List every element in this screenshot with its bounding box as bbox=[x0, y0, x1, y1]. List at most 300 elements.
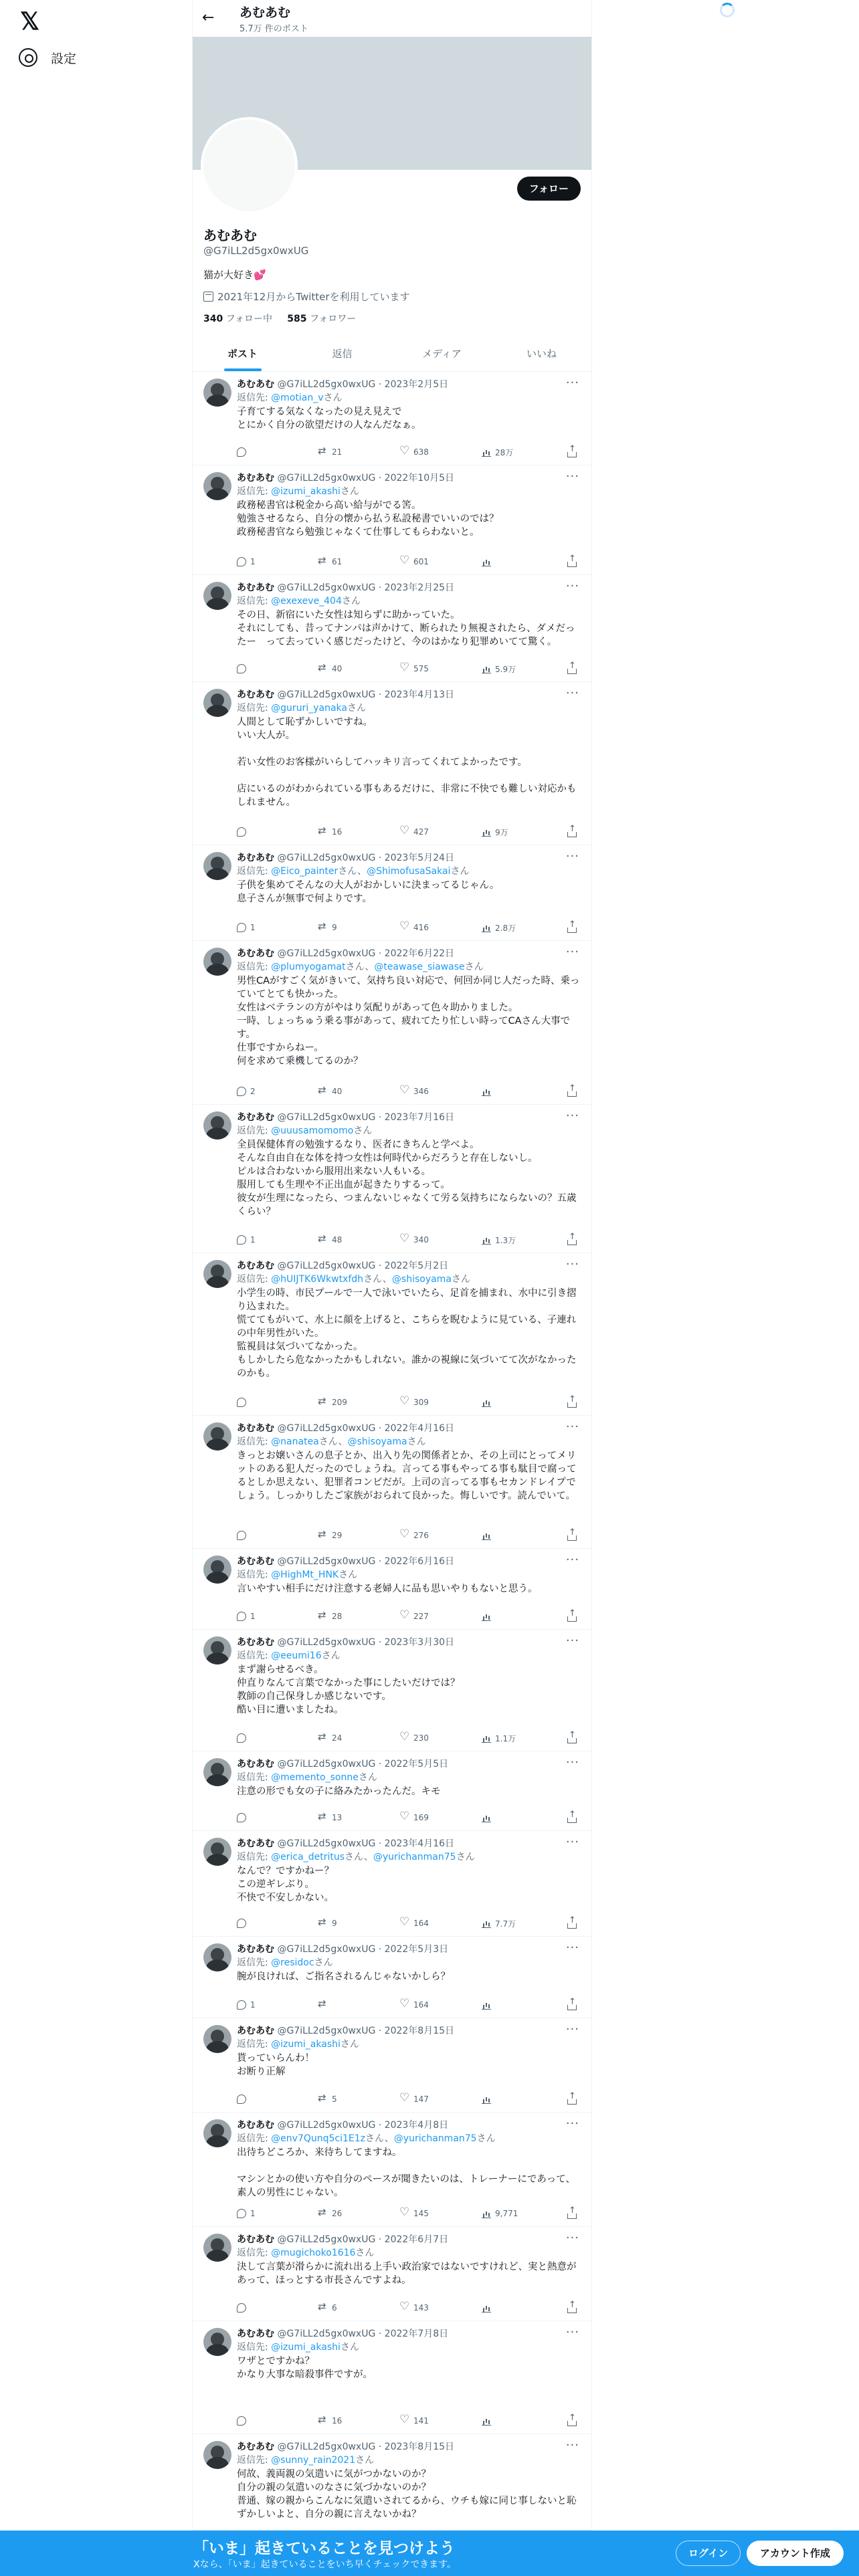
reply-mention[interactable]: @izumi_akashi bbox=[271, 2342, 341, 2353]
following-link[interactable]: 340 フォロー中 bbox=[203, 314, 272, 324]
left-nav bbox=[0, 0, 193, 2576]
retweet-count: 21 bbox=[332, 447, 343, 457]
reply-prefix: 返信先: bbox=[237, 2248, 272, 2258]
tweet-actions bbox=[237, 1731, 581, 1745]
reply-button[interactable] bbox=[237, 1233, 256, 1247]
share-button[interactable] bbox=[567, 445, 581, 459]
like-button[interactable] bbox=[400, 2414, 429, 2428]
reply-button[interactable] bbox=[237, 1396, 250, 1409]
retweet-button[interactable] bbox=[318, 1396, 347, 1409]
tweet-author-name[interactable]: あむあむ bbox=[237, 1944, 274, 1955]
tweet-avatar[interactable] bbox=[203, 1422, 231, 1451]
reply-suffix: さん bbox=[314, 1957, 333, 1968]
tweet-author-name[interactable]: あむあむ bbox=[237, 2329, 274, 2339]
like-button[interactable] bbox=[400, 1233, 429, 1247]
more-options-icon[interactable]: ··· bbox=[565, 945, 579, 959]
tweet-card[interactable] bbox=[193, 372, 591, 465]
tweet-meta[interactable]: @G7iLL2d5gx0wxUG · 2022年10月5日 bbox=[277, 473, 455, 484]
like-count: 575 bbox=[413, 664, 429, 673]
views-button[interactable] bbox=[482, 1085, 495, 1098]
retweet-button[interactable] bbox=[318, 921, 337, 934]
tweet-text-line: 子育てする気なくなったの見え見えで bbox=[237, 407, 402, 417]
tweet-meta[interactable]: @G7iLL2d5gx0wxUG · 2023年3月30日 bbox=[277, 1637, 455, 1648]
calendar-icon bbox=[203, 292, 213, 302]
retweet-button[interactable] bbox=[318, 1085, 342, 1098]
tweet-text-line: 普通、嫁の親からこんなに気遣いされてるから、ウチも嫁に同じ事しないと恥ずかしいよと、自分の親に言えないかね？ bbox=[237, 2496, 577, 2520]
tweet-text-line: 腕が良ければ、ご指名されるんじゃないかしら？ bbox=[237, 1971, 450, 1982]
tweet-card[interactable] bbox=[193, 682, 591, 845]
tweet-card[interactable] bbox=[193, 1549, 591, 1630]
followers-link[interactable]: 585 フォロワー bbox=[287, 314, 357, 324]
reply-icon bbox=[237, 1612, 246, 1621]
reply-icon bbox=[237, 664, 246, 673]
tweet-card[interactable] bbox=[193, 2018, 591, 2113]
reply-mention[interactable]: @nanatea bbox=[271, 1436, 319, 1447]
tweet-text-line: ワザとですかね？ bbox=[237, 2356, 314, 2367]
views-button[interactable] bbox=[482, 1811, 495, 1824]
share-button[interactable] bbox=[567, 1917, 581, 1930]
reply-mention[interactable]: @memento_sonne bbox=[271, 1772, 359, 1783]
like-count: 143 bbox=[413, 2303, 429, 2313]
views-button[interactable] bbox=[482, 1731, 516, 1745]
reply-button[interactable] bbox=[237, 2301, 250, 2315]
reply-button[interactable] bbox=[237, 825, 250, 839]
retweet-button[interactable] bbox=[318, 2414, 342, 2428]
retweet-icon bbox=[318, 1612, 328, 1621]
x-logo-icon[interactable]: 𝕏 bbox=[20, 7, 40, 35]
reply-suffix: さん bbox=[450, 866, 470, 877]
share-button[interactable] bbox=[567, 2207, 581, 2220]
like-button[interactable] bbox=[400, 1396, 429, 1409]
more-options-icon[interactable]: ··· bbox=[565, 2325, 579, 2339]
more-options-icon[interactable]: ··· bbox=[565, 1835, 579, 1849]
views-button[interactable] bbox=[482, 1917, 516, 1930]
share-button[interactable] bbox=[567, 1811, 581, 1824]
tweet-meta[interactable]: @G7iLL2d5gx0wxUG · 2023年4月16日 bbox=[277, 1838, 455, 1849]
reply-mention[interactable]: @env7Qunq5ci1E1z bbox=[271, 2133, 366, 2144]
login-button[interactable]: ログイン bbox=[676, 2541, 741, 2566]
tweet-text-line: なんで？ですかねー？ bbox=[237, 1866, 334, 1876]
reply-mention[interactable]: @exexeve_404 bbox=[271, 596, 342, 607]
reply-mention[interactable]: @plumyogamat bbox=[271, 962, 346, 972]
reply-icon bbox=[237, 1813, 246, 1822]
reply-icon bbox=[237, 1087, 246, 1096]
like-button[interactable] bbox=[400, 921, 429, 934]
reply-mention[interactable]: @Eico_painter bbox=[271, 866, 339, 877]
tweet-card[interactable] bbox=[193, 941, 591, 1105]
tweet-header bbox=[237, 948, 454, 960]
like-button[interactable] bbox=[400, 1917, 429, 1930]
share-icon bbox=[567, 1091, 577, 1097]
views-button[interactable] bbox=[482, 445, 513, 459]
profile-joined bbox=[203, 290, 410, 304]
tab-media[interactable]: メディア bbox=[422, 348, 462, 360]
reply-mention[interactable]: @motian_v bbox=[271, 393, 324, 403]
tweet-actions bbox=[237, 1233, 581, 1247]
views-button[interactable] bbox=[482, 2092, 495, 2106]
tweet-text-line: 店にいるのがわかられている事もあるだけに、非常に不快でも難しい対応かもしれません。 bbox=[237, 784, 577, 808]
tweet-meta[interactable]: @G7iLL2d5gx0wxUG · 2022年6月22日 bbox=[277, 948, 455, 959]
retweet-button[interactable] bbox=[318, 2301, 337, 2315]
tweet-avatar[interactable] bbox=[203, 1758, 231, 1786]
reply-icon bbox=[237, 2416, 246, 2426]
retweet-count: 61 bbox=[332, 557, 343, 566]
more-options-icon[interactable]: ··· bbox=[565, 686, 579, 700]
tweet-author-name[interactable]: あむあむ bbox=[237, 2026, 274, 2036]
tab-replies[interactable]: 返信 bbox=[332, 348, 353, 360]
tweet-card[interactable] bbox=[193, 1105, 591, 1253]
retweet-button[interactable] bbox=[318, 1233, 342, 1247]
reply-context bbox=[237, 2038, 359, 2050]
views-count: 5.9万 bbox=[495, 664, 516, 674]
more-options-icon[interactable]: ··· bbox=[565, 1755, 579, 1769]
reply-context bbox=[237, 392, 343, 404]
retweet-button[interactable] bbox=[318, 555, 342, 568]
like-icon bbox=[400, 923, 409, 932]
more-options-icon[interactable]: ··· bbox=[565, 1941, 579, 1955]
views-button[interactable] bbox=[482, 2207, 518, 2220]
share-icon bbox=[567, 1535, 577, 1541]
reply-button[interactable] bbox=[237, 1610, 256, 1623]
retweet-button[interactable] bbox=[318, 662, 342, 675]
views-button[interactable] bbox=[482, 555, 495, 568]
more-options-icon[interactable]: ··· bbox=[565, 376, 579, 390]
retweet-count: 6 bbox=[332, 2303, 337, 2313]
reply-mention[interactable]: @izumi_akashi bbox=[271, 486, 341, 497]
reply-context bbox=[237, 702, 366, 714]
joined-text: 2021年12月からTwitterを利用しています bbox=[217, 291, 410, 303]
share-button[interactable] bbox=[567, 1085, 581, 1098]
tweet-meta[interactable]: @G7iLL2d5gx0wxUG · 2023年4月13日 bbox=[277, 689, 455, 700]
like-button[interactable] bbox=[400, 2301, 429, 2315]
tweet-header bbox=[237, 1758, 448, 1770]
tweet-card[interactable] bbox=[193, 465, 591, 575]
back-arrow-icon[interactable]: ← bbox=[202, 9, 215, 26]
retweet-button[interactable] bbox=[318, 825, 342, 839]
share-button[interactable] bbox=[567, 555, 581, 568]
tweet-meta[interactable]: @G7iLL2d5gx0wxUG · 2023年7月16日 bbox=[277, 1112, 455, 1123]
tweet-header bbox=[237, 2328, 448, 2340]
tweet-header bbox=[237, 2025, 454, 2037]
like-button[interactable] bbox=[400, 2092, 429, 2106]
tweet-author-name[interactable]: あむあむ bbox=[237, 948, 274, 959]
views-icon bbox=[482, 664, 491, 673]
tweet-meta[interactable]: @G7iLL2d5gx0wxUG · 2022年5月3日 bbox=[277, 1944, 449, 1955]
tweet-avatar[interactable] bbox=[203, 1636, 231, 1665]
signup-banner-subtitle: Xなら、「いま」起きていることをいち早くチェックできます。 bbox=[193, 2559, 457, 2570]
tweet-avatar[interactable] bbox=[203, 948, 231, 976]
reply-prefix: 返信先: bbox=[237, 2455, 272, 2466]
like-button[interactable] bbox=[400, 2207, 429, 2220]
tweet-card[interactable] bbox=[193, 2321, 591, 2434]
tweet-card[interactable] bbox=[193, 1253, 591, 1416]
retweet-button[interactable] bbox=[318, 1731, 342, 1745]
views-count: 9万 bbox=[495, 827, 508, 837]
tweet-avatar[interactable] bbox=[203, 2119, 231, 2147]
tweet-actions bbox=[237, 1396, 581, 1409]
share-button[interactable] bbox=[567, 1731, 581, 1745]
reply-separator: さん、 bbox=[318, 1436, 348, 1447]
share-button[interactable] bbox=[567, 825, 581, 839]
views-icon bbox=[482, 1813, 491, 1822]
tweet-text bbox=[237, 609, 581, 649]
more-options-icon[interactable]: ··· bbox=[565, 579, 579, 593]
tweet-meta[interactable]: @G7iLL2d5gx0wxUG · 2023年8月15日 bbox=[277, 2442, 455, 2452]
tweet-author-name[interactable]: あむあむ bbox=[237, 2120, 274, 2131]
views-button[interactable] bbox=[482, 1396, 495, 1409]
tweet-avatar[interactable] bbox=[203, 852, 231, 880]
reply-mention[interactable]: @shisoyama bbox=[391, 1274, 452, 1285]
reply-mention[interactable]: @gururi_yanaka bbox=[271, 703, 347, 714]
views-button[interactable] bbox=[482, 662, 516, 675]
tweet-text-line: 全員保健体育の勉強するなり、医者にきちんと学べよ。 bbox=[237, 1140, 480, 1150]
tweet-meta[interactable]: @G7iLL2d5gx0wxUG · 2023年2月25日 bbox=[277, 582, 455, 593]
tweet-author-name[interactable]: あむあむ bbox=[237, 1759, 274, 1769]
tweet-avatar[interactable] bbox=[203, 1943, 231, 1971]
share-button[interactable] bbox=[567, 1610, 581, 1623]
share-button[interactable] bbox=[567, 662, 581, 675]
retweet-button[interactable] bbox=[318, 2092, 337, 2106]
more-options-icon[interactable]: ··· bbox=[565, 2117, 579, 2131]
tweet-meta[interactable]: @G7iLL2d5gx0wxUG · 2022年4月16日 bbox=[277, 1423, 455, 1434]
reply-mention[interactable]: @eeumi16 bbox=[271, 1650, 322, 1661]
share-button[interactable] bbox=[567, 1396, 581, 1409]
tweet-header bbox=[237, 1838, 454, 1850]
reply-mention[interactable]: @yurichanman75 bbox=[373, 1852, 456, 1862]
tweet-card[interactable] bbox=[193, 1831, 591, 1937]
retweet-button[interactable] bbox=[318, 1811, 342, 1824]
tweet-text-line: 若い女性のお客様がいらしてハッキリ言ってくれてよかったです。 bbox=[237, 757, 527, 768]
tweet-author-name[interactable]: あむあむ bbox=[237, 1556, 274, 1567]
more-options-icon[interactable]: ··· bbox=[565, 469, 579, 484]
reply-button[interactable] bbox=[237, 555, 256, 568]
like-button[interactable] bbox=[400, 1610, 429, 1623]
share-button[interactable] bbox=[567, 2301, 581, 2315]
reply-button[interactable] bbox=[237, 2207, 256, 2220]
more-options-icon[interactable]: ··· bbox=[565, 1634, 579, 1648]
reply-mention[interactable]: @shisoyama bbox=[347, 1436, 407, 1447]
tweet-author-name[interactable]: あむあむ bbox=[237, 2442, 274, 2452]
more-options-icon[interactable]: ··· bbox=[565, 1109, 579, 1123]
like-icon bbox=[400, 2000, 409, 2010]
more-options-icon[interactable]: ··· bbox=[565, 1553, 579, 1567]
tweet-actions bbox=[237, 555, 581, 568]
tweet-card[interactable] bbox=[193, 2113, 591, 2227]
tweet-avatar[interactable] bbox=[203, 1838, 231, 1866]
share-button[interactable] bbox=[567, 921, 581, 934]
tweet-meta[interactable]: @G7iLL2d5gx0wxUG · 2022年7月8日 bbox=[277, 2329, 449, 2339]
reply-button[interactable] bbox=[237, 1085, 256, 1098]
tweet-card[interactable] bbox=[193, 2434, 591, 2531]
tweet-avatar[interactable] bbox=[203, 2328, 231, 2356]
reply-prefix: 返信先: bbox=[237, 596, 272, 607]
share-button[interactable] bbox=[567, 2414, 581, 2428]
tweet-author-name[interactable]: あむあむ bbox=[237, 1112, 274, 1123]
reply-mention[interactable]: @uuusamomomo bbox=[271, 1125, 354, 1136]
reply-prefix: 返信先: bbox=[237, 2133, 272, 2144]
tweet-avatar[interactable] bbox=[203, 1555, 231, 1584]
reply-button[interactable] bbox=[237, 445, 250, 459]
tweet-card[interactable] bbox=[193, 1751, 591, 1831]
more-options-icon[interactable]: ··· bbox=[565, 2438, 579, 2452]
like-count: 276 bbox=[413, 1531, 429, 1540]
share-button[interactable] bbox=[567, 1233, 581, 1247]
tweet-actions bbox=[237, 1917, 581, 1930]
reply-mention[interactable]: @residoc bbox=[271, 1957, 314, 1968]
tweet-author-name[interactable]: あむあむ bbox=[237, 1838, 274, 1849]
tweet-author-name[interactable]: あむあむ bbox=[237, 582, 274, 593]
signup-button[interactable]: アカウント作成 bbox=[747, 2541, 844, 2566]
retweet-button[interactable] bbox=[318, 1529, 342, 1542]
tweet-card[interactable] bbox=[193, 1630, 591, 1751]
share-button[interactable] bbox=[567, 2092, 581, 2106]
tweet-text bbox=[237, 499, 581, 539]
tweet-author-name[interactable]: あむあむ bbox=[237, 1423, 274, 1434]
tweet-avatar[interactable] bbox=[203, 2025, 231, 2053]
tweet-avatar[interactable] bbox=[203, 379, 231, 407]
tweet-card[interactable] bbox=[193, 1416, 591, 1549]
tweet-card[interactable] bbox=[193, 845, 591, 941]
reply-mention[interactable]: @erica_detritus bbox=[271, 1852, 345, 1862]
share-icon bbox=[567, 2214, 577, 2219]
reply-button[interactable] bbox=[237, 1529, 250, 1542]
tweet-author-name[interactable]: あむあむ bbox=[237, 853, 274, 863]
more-options-icon[interactable]: ··· bbox=[565, 2022, 579, 2036]
views-button[interactable] bbox=[482, 2301, 495, 2315]
tweet-header bbox=[237, 472, 454, 484]
tweet-author-name[interactable]: あむあむ bbox=[237, 473, 274, 484]
tweet-avatar[interactable] bbox=[203, 1260, 231, 1288]
like-button[interactable] bbox=[400, 1998, 429, 2012]
tweet-author-name[interactable]: あむあむ bbox=[237, 2234, 274, 2245]
reply-prefix: 返信先: bbox=[237, 1772, 272, 1783]
like-button[interactable] bbox=[400, 445, 429, 459]
views-button[interactable] bbox=[482, 2414, 495, 2428]
reply-icon bbox=[237, 923, 246, 932]
reply-mention[interactable]: @sunny_rain2021 bbox=[271, 2455, 356, 2466]
views-button[interactable] bbox=[482, 825, 508, 839]
reply-button[interactable] bbox=[237, 2092, 250, 2106]
like-button[interactable] bbox=[400, 1731, 429, 1745]
tweet-author-name[interactable]: あむあむ bbox=[237, 689, 274, 700]
tweet-card[interactable] bbox=[193, 575, 591, 682]
retweet-button[interactable] bbox=[318, 1917, 337, 1930]
tweet-meta[interactable]: @G7iLL2d5gx0wxUG · 2022年8月15日 bbox=[277, 2026, 455, 2036]
reply-mention[interactable]: @teawase_siawase bbox=[374, 962, 465, 972]
like-button[interactable] bbox=[400, 555, 429, 568]
reply-mention[interactable]: @ShimofusaSakai bbox=[367, 866, 451, 877]
tweet-meta[interactable]: @G7iLL2d5gx0wxUG · 2022年5月5日 bbox=[277, 1759, 449, 1769]
reply-button[interactable] bbox=[237, 1731, 250, 1745]
tweet-avatar[interactable] bbox=[203, 689, 231, 717]
reply-context bbox=[237, 865, 469, 877]
reply-button[interactable] bbox=[237, 1998, 256, 2012]
reply-suffix: さん bbox=[464, 962, 484, 972]
profile-name: あむあむ bbox=[203, 227, 257, 243]
tweet-meta[interactable]: @G7iLL2d5gx0wxUG · 2022年6月16日 bbox=[277, 1556, 455, 1567]
reply-button[interactable] bbox=[237, 662, 250, 675]
tweet-meta[interactable]: @G7iLL2d5gx0wxUG · 2022年6月7日 bbox=[277, 2234, 449, 2245]
views-button[interactable] bbox=[482, 1998, 495, 2012]
tweet-meta[interactable]: @G7iLL2d5gx0wxUG · 2023年4月8日 bbox=[277, 2120, 449, 2131]
tweet-card[interactable] bbox=[193, 2227, 591, 2321]
like-count: 230 bbox=[413, 1733, 429, 1743]
views-button[interactable] bbox=[482, 1529, 495, 1542]
like-button[interactable] bbox=[400, 1085, 429, 1098]
views-button[interactable] bbox=[482, 921, 516, 934]
like-button[interactable] bbox=[400, 1529, 429, 1542]
tweet-meta[interactable]: @G7iLL2d5gx0wxUG · 2023年2月5日 bbox=[277, 379, 449, 390]
tab-posts[interactable]: ポスト bbox=[193, 336, 292, 371]
reply-mention[interactable]: @HighMt_HNK bbox=[271, 1570, 339, 1580]
reply-suffix: さん bbox=[355, 2248, 375, 2258]
tweet-author-name[interactable]: あむあむ bbox=[237, 1261, 274, 1271]
reply-mention[interactable]: @hUIJTK6Wkwtxfdh bbox=[271, 1274, 364, 1285]
like-count: 227 bbox=[413, 1612, 429, 1621]
more-options-icon[interactable]: ··· bbox=[565, 1257, 579, 1271]
reply-mention[interactable]: @yurichanman75 bbox=[393, 2133, 477, 2144]
tweet-text bbox=[237, 1864, 581, 1905]
tweet-author-name[interactable]: あむあむ bbox=[237, 1637, 274, 1648]
like-button[interactable] bbox=[400, 825, 429, 839]
share-button[interactable] bbox=[567, 1529, 581, 1542]
more-options-icon[interactable]: ··· bbox=[565, 1420, 579, 1434]
tweet-text-line: 決して言葉が滑らかに流れ出る上手い政治家ではないですけれど、実と熱意があって、ほっとする市長さんですよね。 bbox=[237, 2262, 577, 2286]
reply-button[interactable] bbox=[237, 921, 256, 934]
retweet-button[interactable] bbox=[318, 445, 342, 459]
reply-separator: さん、 bbox=[365, 2133, 394, 2144]
views-button[interactable] bbox=[482, 1610, 495, 1623]
retweet-button[interactable] bbox=[318, 1610, 342, 1623]
retweet-button[interactable] bbox=[318, 2207, 342, 2220]
views-button[interactable] bbox=[482, 1233, 516, 1247]
tweet-avatar[interactable] bbox=[203, 472, 231, 500]
reply-icon bbox=[237, 1398, 246, 1407]
reply-button[interactable] bbox=[237, 1917, 250, 1930]
views-icon bbox=[482, 2416, 491, 2426]
like-button[interactable] bbox=[400, 1811, 429, 1824]
tweet-avatar[interactable] bbox=[203, 2234, 231, 2262]
tab-likes[interactable]: いいね bbox=[526, 348, 557, 360]
tweet-author-name[interactable]: あむあむ bbox=[237, 379, 274, 390]
more-options-icon[interactable]: ··· bbox=[565, 2231, 579, 2245]
tweet-card[interactable] bbox=[193, 1937, 591, 2018]
profile-avatar[interactable] bbox=[201, 117, 298, 214]
tweet-avatar[interactable] bbox=[203, 2441, 231, 2469]
tweet-text-line: 仲直りなんて言葉でなかった事にしたいだけでは？ bbox=[237, 1678, 460, 1689]
settings-link[interactable] bbox=[19, 45, 76, 70]
reply-context bbox=[237, 2454, 374, 2466]
tweet-avatar[interactable] bbox=[203, 1111, 231, 1140]
tweet-avatar[interactable] bbox=[203, 582, 231, 610]
reply-mention[interactable]: @mugichoko1616 bbox=[271, 2248, 356, 2258]
more-options-icon[interactable]: ··· bbox=[565, 849, 579, 863]
tweet-actions bbox=[237, 445, 581, 459]
follow-button[interactable]: フォロー bbox=[517, 177, 581, 201]
tweet-meta[interactable]: @G7iLL2d5gx0wxUG · 2022年5月2日 bbox=[277, 1261, 449, 1271]
like-button[interactable] bbox=[400, 662, 429, 675]
retweet-icon bbox=[318, 923, 328, 932]
reply-button[interactable] bbox=[237, 1811, 250, 1824]
retweet-button[interactable] bbox=[318, 1998, 332, 2012]
reply-button[interactable] bbox=[237, 2414, 250, 2428]
tweet-meta[interactable]: @G7iLL2d5gx0wxUG · 2023年5月24日 bbox=[277, 853, 455, 863]
tweet-feed bbox=[193, 372, 591, 2531]
reply-mention[interactable]: @izumi_akashi bbox=[271, 2039, 341, 2050]
share-button[interactable] bbox=[567, 1998, 581, 2012]
like-icon bbox=[400, 447, 409, 457]
tweet-text-line: マシンとかの使い方や自分のペースが聞きたいのは、トレーナーにであって、素人の男性にじゃない。 bbox=[237, 2174, 575, 2198]
